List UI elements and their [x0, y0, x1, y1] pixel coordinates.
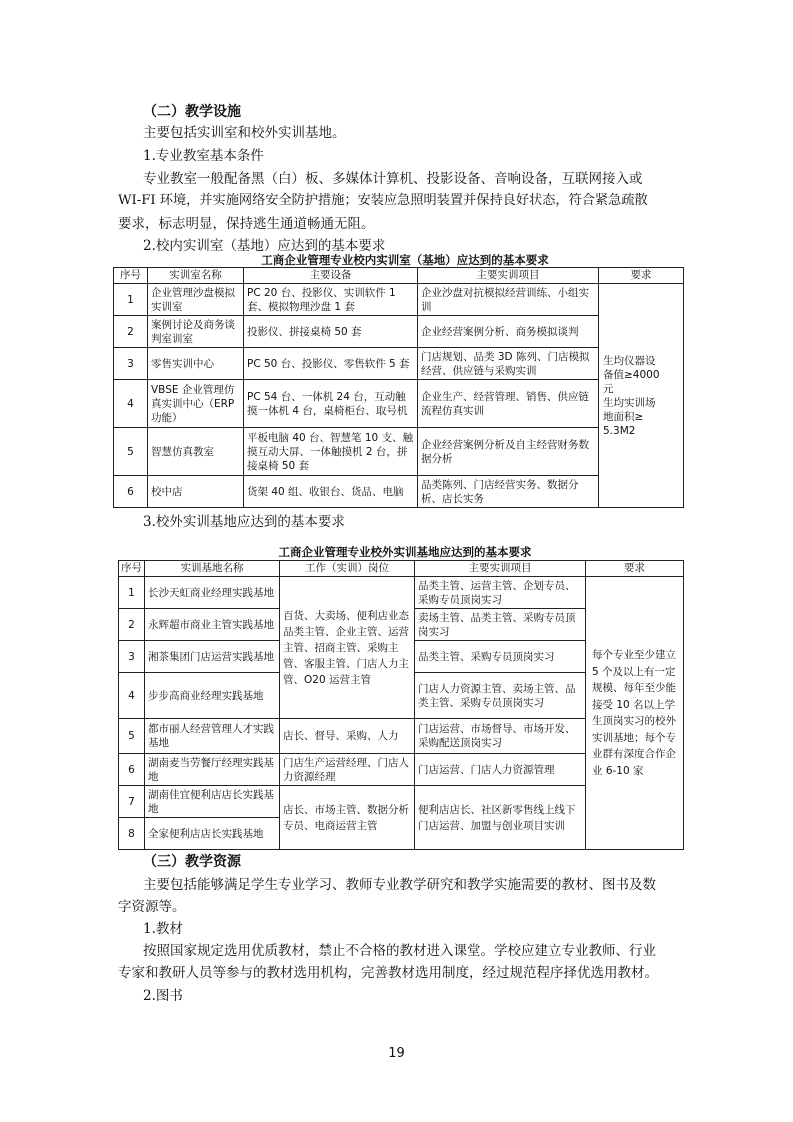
requirement-line: 5.3M2: [603, 424, 636, 437]
base-project: 卖场主管、品类主管、采购专员顶岗实习: [415, 609, 586, 641]
row-number: 2: [119, 609, 145, 641]
lab-project: 企业生产、经营管理、销售、供应链流程仿真实训: [418, 380, 599, 428]
section-heading-teaching-resources: （三）教学资源: [143, 854, 241, 870]
base-project: 门店人力资源主管、卖场主管、品类主管、采购专员顶岗实习: [415, 673, 586, 719]
base-project: 门店运营、门店人力资源管理: [415, 754, 586, 786]
lab-equipment: 投影仪、拼接桌椅 50 套: [244, 316, 418, 348]
base-name: 都市丽人经营管理人才实践基地: [145, 719, 280, 754]
base-name: 步步高商业经理实践基地: [145, 673, 280, 719]
column-header: 要求: [599, 268, 684, 284]
lab-equipment: PC 50 台、投影仪、零售软件 5 套: [244, 348, 418, 380]
row-number: 6: [114, 476, 148, 508]
row-number: 3: [119, 641, 145, 673]
base-name: 永辉超市商业主管实践基地: [145, 609, 280, 641]
lab-name: 企业管理沙盘模拟实训室: [148, 284, 244, 316]
table-row: [114, 284, 684, 316]
row-number: 5: [119, 719, 145, 754]
column-header: 主要实训项目: [418, 268, 599, 284]
paragraph-line: 主要包括实训室和校外实训基地。: [143, 125, 346, 141]
row-number: 3: [114, 348, 148, 380]
table-row: [119, 577, 684, 609]
lab-requirement: [599, 284, 684, 508]
table-header-row: [114, 268, 684, 284]
table-row: [114, 428, 684, 476]
base-posts: 店长、督导、采购、人力: [280, 719, 415, 754]
table-row: [114, 380, 684, 428]
list-item-heading: 2.图书: [143, 988, 183, 1004]
paragraph-line: 按照国家规定选用优质教材，禁止不合格的教材进入课堂。学校应建立专业教师、行业: [143, 943, 656, 959]
list-item-heading: 1.教材: [143, 921, 183, 937]
base-name: 全家便利店店长实践基地: [145, 818, 280, 850]
row-number: 5: [114, 428, 148, 476]
paragraph-line: WI-FI 环境，并实施网络安全防护措施；安装应急照明装置并保持良好状态，符合紧急疏散: [118, 193, 648, 208]
lab-name: VBSE 企业管理仿真实训中心（ERP 功能）: [148, 380, 244, 428]
lab-project: 品类陈列、门店经营实务、数据分析、店长实务: [418, 476, 599, 508]
list-item-heading: 3.校外实训基地应达到的基本要求: [143, 514, 345, 530]
base-project: 品类主管、运营主管、企划专员、采购专员顶岗实习: [415, 577, 586, 609]
lab-name: 案例讨论及商务谈判室训室: [148, 316, 244, 348]
row-number: 4: [119, 673, 145, 719]
lab-name: 智慧仿真教室: [148, 428, 244, 476]
base-requirement: 每个专业至少建立 5 个及以上有一定规模、每年至少能接受 10 名以上学生顶岗实习的校外实训基地；每个专业群有深度合作企业 6-10 家: [586, 577, 684, 850]
column-header: 实训室名称: [148, 268, 244, 284]
lab-name: 校中店: [148, 476, 244, 508]
base-name: 湖南佳宜便利店店长实践基地: [145, 786, 280, 818]
paragraph-line: 专业教室一般配备黑（白）板、多媒体计算机、投影设备、音响设备，互联网接入或: [143, 171, 643, 187]
column-header: 要求: [586, 561, 684, 577]
on-campus-training-table: [113, 267, 684, 508]
paragraph-line: 主要包括能够满足学生专业学习、教师专业教学研究和教学实施需要的教材、图书及数: [143, 877, 656, 893]
list-item-heading: 2.校内实训室（基地）应达到的基本要求: [143, 238, 386, 254]
column-header: 主要实训项目: [415, 561, 586, 577]
lab-equipment: 货架 40 组、收银台、货品、电脑: [244, 476, 418, 508]
column-header: 序号: [119, 561, 145, 577]
column-header: 序号: [114, 268, 148, 284]
base-name: 湘茶集团门店运营实践基地: [145, 641, 280, 673]
lab-project: 企业经营案例分析及自主经营财务数据分析: [418, 428, 599, 476]
requirement-line: 生均实训场: [603, 396, 656, 409]
lab-equipment: PC 54 台、一体机 24 台，互动触摸一体机 4 台，桌椅柜台、取号机: [244, 380, 418, 428]
row-number: 8: [119, 818, 145, 850]
requirement-line: 备值≥4000: [603, 368, 660, 381]
page-number: 19: [388, 1046, 405, 1061]
requirement-line: 元: [603, 382, 614, 395]
base-name: 湖南麦当劳餐厅经理实践基地: [145, 754, 280, 786]
base-posts: 百货、大卖场、便利店业态品类主管、企业主管、运营主管、招商主管、采购主管、客服主管、门店人力主管、O20 运营主管: [280, 577, 415, 719]
lab-project: 门店规划、品类 3D 陈列、门店模拟经营、供应链与采购实训: [418, 348, 599, 380]
table-row: [114, 476, 684, 508]
paragraph-line: 专家和教研人员等参与的教材选用机构，完善教材选用制度，经过规范程序择优选用教材。: [118, 965, 658, 981]
lab-name: 零售实训中心: [148, 348, 244, 380]
base-posts: 店长、市场主管、数据分析专员、电商运营主管: [280, 786, 415, 850]
row-number: 4: [114, 380, 148, 428]
lab-project: 企业经营案例分析、商务模拟谈判: [418, 316, 599, 348]
section-heading-teaching-facilities: （二）教学设施: [143, 104, 241, 120]
table-row: [114, 348, 684, 380]
paragraph-line: 字资源等。: [118, 899, 186, 915]
off-campus-base-table: [118, 560, 684, 850]
row-number: 2: [114, 316, 148, 348]
row-number: 1: [119, 577, 145, 609]
lab-equipment: PC 20 台、投影仪、实训软件 1 套、模拟物理沙盘 1 套: [244, 284, 418, 316]
base-posts: 门店生产运营经理、门店人力资源经理: [280, 754, 415, 786]
column-header: 实训基地名称: [145, 561, 280, 577]
requirement-line: 生均仪器设: [603, 354, 656, 367]
base-project: 便利店店长、社区新零售线上线下门店运营、加盟与创业项目实训: [415, 786, 586, 850]
row-number: 7: [119, 786, 145, 818]
table-title: 工商企业管理专业校外实训基地应达到的基本要求: [278, 545, 532, 559]
row-number: 6: [119, 754, 145, 786]
requirement-line: 地面积≥: [603, 410, 644, 423]
paragraph-line: 要求，标志明显，保持逃生通道畅通无阻。: [118, 216, 375, 232]
base-project: 品类主管、采购专员顶岗实习: [415, 641, 586, 673]
table-header-row: [119, 561, 684, 577]
lab-equipment: 平板电脑 40 台、智慧笔 10 支、触摸互动大屏、一体触摸机 2 台，拼接桌椅 50 套: [244, 428, 418, 476]
list-item-heading: 1.专业教室基本条件: [143, 148, 264, 164]
column-header: 主要设备: [244, 268, 418, 284]
base-project: 门店运营、市场督导、市场开发、采购配送顶岗实习: [415, 719, 586, 754]
lab-project: 企业沙盘对抗模拟经营训练、小组实训: [418, 284, 599, 316]
table-row: [114, 316, 684, 348]
row-number: 1: [114, 284, 148, 316]
column-header: 工作（实训）岗位: [280, 561, 415, 577]
base-name: 长沙天虹商业经理实践基地: [145, 577, 280, 609]
table-title: 工商企业管理专业校内实训室（基地）应达到的基本要求: [261, 253, 549, 267]
